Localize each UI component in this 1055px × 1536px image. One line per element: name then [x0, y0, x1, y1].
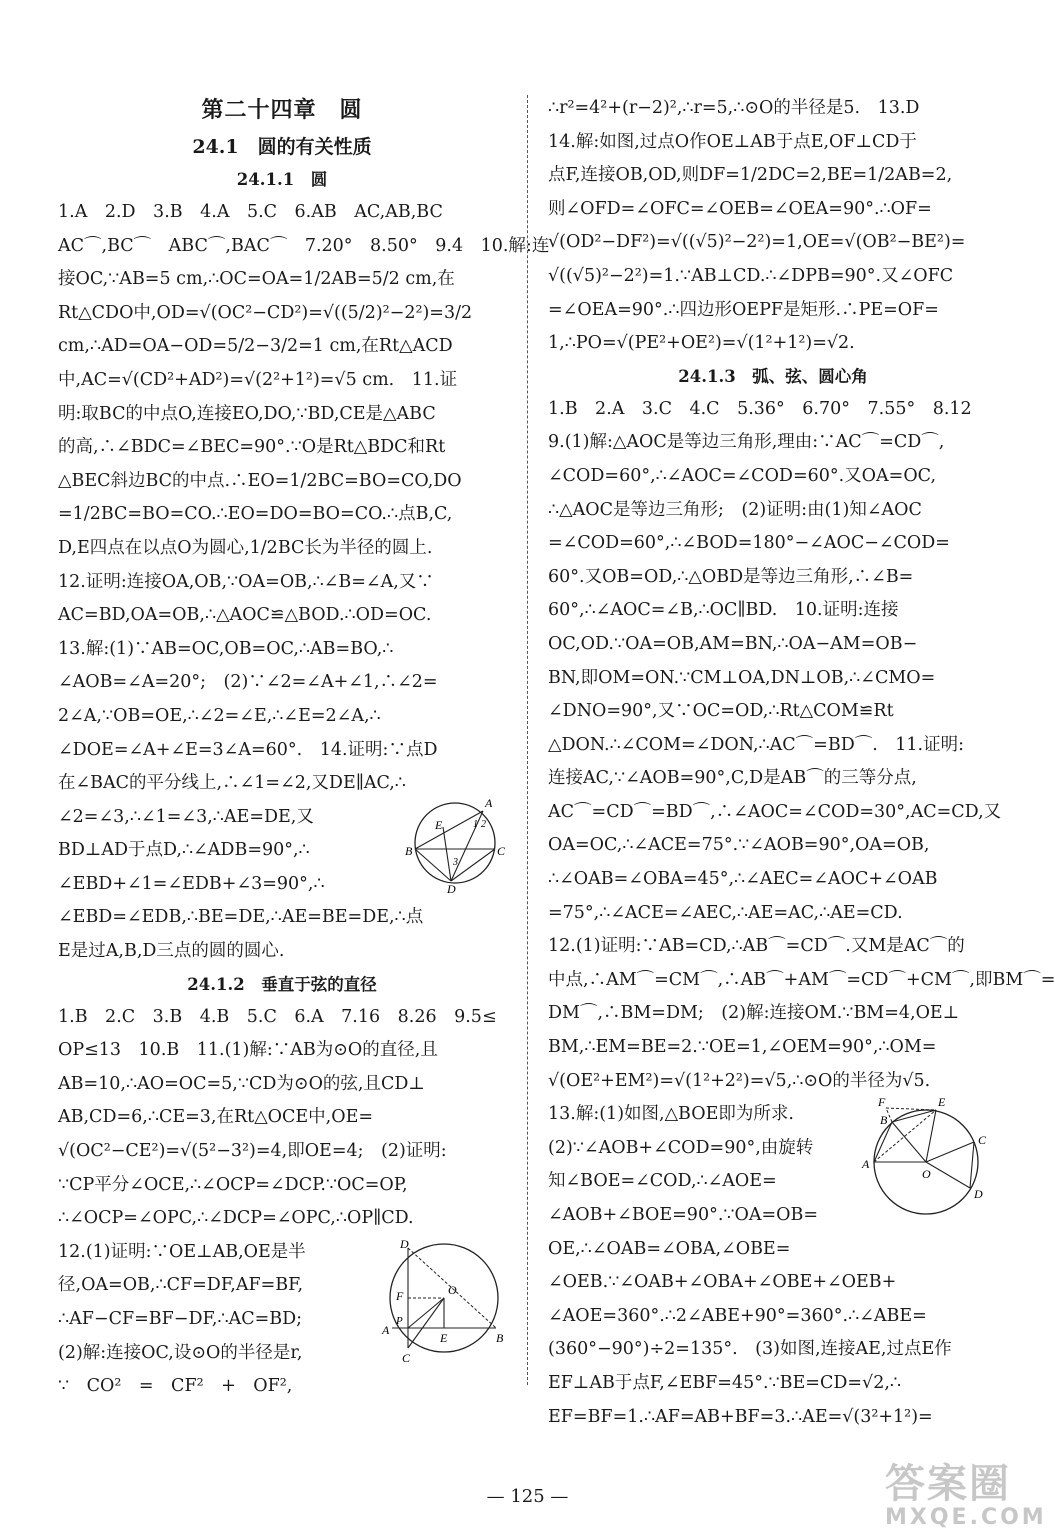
- text-line: 60°,∴∠AOC=∠B,∴OC∥BD. 10.证明:连接: [548, 600, 899, 621]
- text-line: 径,OA=OB,∴CF=DF,AF=BF,: [58, 1275, 304, 1296]
- text-line: ∠DNO=90°,又∵OC=OD,∴Rt△COM≌Rt: [548, 701, 894, 722]
- text-line: =∠COD=60°,∴∠BOD=180°−∠AOC−∠COD=: [548, 533, 950, 554]
- figure-label: B: [496, 1330, 504, 1345]
- text-line: √(OC²−CE²)=√(5²−3²)=4,即OE=4; (2)证明:: [58, 1141, 447, 1162]
- text-line: cm,∴AD=OA−OD=5/2−3/2=1 cm,在Rt△ACD: [58, 336, 453, 357]
- text-line: AC⌒,BC⌒ ABC⌒,BAC⌒ 7.20° 8.50° 9.4 10.解:连: [58, 235, 550, 256]
- figure-label: D: [974, 1187, 983, 1202]
- text-line: 14.解:如图,过点O作OE⊥AB于点E,OF⊥CD于: [548, 131, 917, 152]
- text-line: ∠AOE=360°.∴2∠ABE+90°=360°.∴∠ABE=: [548, 1305, 927, 1326]
- text-line: 知∠BOE=∠COD,∴∠AOE=: [548, 1171, 777, 1192]
- watermark-url: MXQE.COM: [885, 1505, 1047, 1530]
- figure-label: A: [485, 795, 493, 810]
- text-line: AB=10,∴AO=OC=5,∵CD为⊙O的弦,且CD⊥: [58, 1073, 425, 1094]
- watermark-logo-text: 答案圈: [885, 1461, 1011, 1507]
- answers-24-1-1: [58, 196, 550, 801]
- chapter-title: 第二十四章 圆: [201, 97, 363, 123]
- text-line: 中,AC=√(CD²+AD²)=√(2²+1²)=√5 cm. 11.证: [58, 369, 458, 390]
- text-line: 12.证明:连接OA,OB,∵OA=OB,∴∠B=∠A,又∵: [58, 571, 434, 592]
- geometry-figure-q12: [380, 1238, 506, 1364]
- text-line: =1/2BC=BO=CO.∴EO=DO=BO=CO.∴点B,C,: [58, 504, 453, 525]
- figure-label: E: [440, 1330, 448, 1345]
- text-line: 接OC,∵AB=5 cm,∴OC=OA=1/2AB=5/2 cm,在: [58, 269, 455, 290]
- text-line: ∠EBD+∠1=∠EDB+∠3=90°,∴: [58, 873, 325, 894]
- text-line: (360°−90°)÷2=135°. (3)如图,连接AE,过点E作: [548, 1339, 952, 1360]
- text-line: EF=BF=1.∴AF=AB+BF=3.∴AE=√(3²+1²)=: [548, 1406, 933, 1427]
- text-line: AB,CD=6,∴CE=3,在Rt△OCE中,OE=: [58, 1107, 374, 1128]
- figure-label: B: [880, 1113, 888, 1128]
- text-line: ∠COD=60°,∴∠AOC=∠COD=60°.又OA=OC,: [548, 465, 937, 486]
- text-line: 1.B 2.C 3.B 4.B 5.C 6.A 7.16 8.26 9.5≤: [58, 1006, 497, 1027]
- text-line: ∴∠OCP=∠OPC,∴∠DCP=∠OPC,∴OP∥CD.: [58, 1208, 414, 1229]
- text-line: 1.A 2.D 3.B 4.A 5.C 6.AB AC,AB,BC: [58, 202, 443, 222]
- text-line: OP≤13 10.B 11.(1)解:∵AB为⊙O的直径,且: [58, 1040, 438, 1061]
- text-line: 点F,连接OB,OD,则DF=1/2DC=2,BE=1/2AB=2,: [548, 165, 953, 186]
- figure-label: P: [396, 1314, 403, 1327]
- text-line: √(OD²−DF²)=√((√5)²−2²)=1,OE=√(OB²−BE²)=: [548, 232, 966, 253]
- text-line: ∴AF−CF=BF−DF,∴AC=BD;: [58, 1309, 303, 1329]
- geometry-figure-q14: [403, 793, 507, 897]
- text-line: 则∠OFD=∠OFC=∠OEB=∠OEA=90°.∴OF=: [548, 198, 932, 219]
- watermark-logo: [885, 1462, 1050, 1532]
- text-line: 1.B 2.A 3.C 4.C 5.36° 6.70° 7.55° 8.12: [548, 398, 972, 419]
- text-line: ∠2=∠3,∴∠1=∠3,∴AE=DE,又: [58, 806, 314, 827]
- text-line: ∠AOB+∠BOE=90°.∵OA=OB=: [548, 1205, 819, 1225]
- text-line: ∠EBD=∠EDB,∴BE=DE,∴AE=BE=DE,∴点: [58, 907, 424, 928]
- text-line: BM,∴EM=BE=2.∵OE=1,∠OEM=90°,∴OM=: [548, 1037, 937, 1058]
- text-line: AC⌒=CD⌒=BD⌒,∴∠AOC=∠COD=30°,AC=CD,又: [548, 801, 1002, 822]
- figure-label: C: [497, 843, 506, 858]
- right-column: [548, 92, 1055, 1434]
- text-line: E是过A,B,D三点的圆的圆心.: [58, 941, 285, 962]
- text-line: (2)解:连接OC,设⊙O的半径是r,: [58, 1342, 303, 1363]
- answers-24-1-2-cont: [548, 92, 998, 361]
- subsection-title-24-1-3: 24.1.3 弧、弦、圆心角: [678, 366, 868, 386]
- text-line: ∴∠OAB=∠OBA=45°,∴∠AEC=∠AOC+∠OAB: [548, 869, 938, 890]
- text-line: 1,∴PO=√(PE²+OE²)=√(1²+1²)=√2.: [548, 333, 855, 354]
- text-line: BD⊥AD于点D,∴∠ADB=90°,∴: [58, 840, 310, 861]
- figure-label: E: [435, 817, 443, 832]
- figure-label: O: [922, 1167, 931, 1182]
- text-line: EF⊥AB于点F,∠EBF=45°.∵BE=CD=√2,∴: [548, 1372, 902, 1393]
- figure-label: D: [447, 881, 456, 896]
- answers-24-1-3-cont: [548, 1266, 998, 1434]
- text-line: 13.解:(1)如图,△BOE即为所求.: [548, 1104, 794, 1125]
- geometry-figure-q13: [856, 1092, 998, 1220]
- figure-label: F: [396, 1288, 404, 1303]
- text-line: ∵CP平分∠OCE,∴∠OCP=∠DCP.∵OC=OP,: [58, 1174, 408, 1195]
- figure-label: C: [402, 1350, 411, 1365]
- text-line: D,E四点在以点O为圆心,1/2BC长为半径的圆上.: [58, 537, 433, 558]
- text-line: =∠OEA=90°.∴四边形OEPF是矩形.∴PE=OF=: [548, 299, 939, 320]
- text-line: =75°,∴∠ACE=∠AEC,∴AE=AC,∴AE=CD.: [548, 902, 903, 923]
- answers-24-1-3: [548, 393, 1055, 1098]
- figure-label: E: [938, 1095, 946, 1110]
- text-line: 9.(1)解:△AOC是等边三角形,理由:∵AC⌒=CD⌒,: [548, 432, 945, 453]
- q12-block: [58, 1236, 506, 1404]
- text-line: (2)∵∠AOB+∠COD=90°,由旋转: [548, 1137, 814, 1158]
- figure-label: A: [862, 1157, 870, 1172]
- figure-label: O: [448, 1282, 457, 1297]
- text-line: ∠OEB.∵∠OAB+∠OBA+∠OBE+∠OEB+: [548, 1272, 897, 1293]
- q13-block: [548, 1095, 998, 1266]
- text-line: 2∠A,∵OB=OE,∴∠2=∠E,∴∠E=2∠A,∴: [58, 705, 381, 726]
- text-line: BN,即OM=ON.∵CM⊥OA,DN⊥OB,∴∠CMO=: [548, 667, 936, 688]
- text-line: √((√5)²−2²)=1.∵AB⊥CD.∴∠DPB=90°.又∠OFC: [548, 265, 954, 286]
- text-line: √(OE²+EM²)=√(1²+2²)=√5,∴⊙O的半径为√5.: [548, 1070, 931, 1091]
- figure-label: C: [978, 1133, 987, 1148]
- left-column: [58, 92, 550, 1404]
- text-line: 连接AC,∵∠AOB=90°,C,D是AB⌒的三等分点,: [548, 768, 917, 789]
- subsection-title-24-1-1: 24.1.1 圆: [236, 170, 328, 189]
- text-line: 13.解:(1)∵AB=OC,OB=OC,∴AB=BO,∴: [58, 638, 394, 659]
- text-line: Rt△CDO中,OD=√(OC²−CD²)=√((5/2)²−2²)=3/2: [58, 302, 473, 323]
- section-title: 24.1 圆的有关性质: [192, 136, 372, 158]
- text-line: 在∠BAC的平分线上,∴∠1=∠2,又DE∥AC,∴: [58, 773, 406, 794]
- figure-label: 2: [481, 818, 486, 830]
- text-line: 12.(1)证明:∵AB=CD,∴AB⌒=CD⌒.又M是AC⌒的: [548, 936, 965, 957]
- text-line: DM⌒,∴BM=DM; (2)解:连接OM.∵BM=4,OE⊥: [548, 1003, 960, 1024]
- text-line: ∵ CO² = CF² + OF²,: [58, 1376, 293, 1397]
- text-line: ∴△AOC是等边三角形; (2)证明:由(1)知∠AOC: [548, 499, 922, 520]
- figure-label: 1: [473, 818, 478, 830]
- figure-label: A: [382, 1322, 390, 1337]
- text-line: OE,∴∠OAB=∠OBA,∠OBE=: [548, 1238, 791, 1259]
- text-line: ∠DOE=∠A+∠E=3∠A=60°. 14.证明:∵点D: [58, 739, 438, 760]
- text-line: AC=BD,OA=OB,∴△AOC≌△BOD.∴OD=OC.: [58, 605, 432, 626]
- text-line: △DON.∴∠COM=∠DON,∴AC⌒=BD⌒. 11.证明:: [548, 734, 965, 755]
- column-divider: [527, 95, 528, 1385]
- text-line: 的高,∴∠BDC=∠BEC=90°.∵O是Rt△BDC和Rt: [58, 437, 446, 458]
- subsection-title-24-1-2: 24.1.2 垂直于弦的直径: [187, 974, 377, 994]
- text-line: △BEC斜边BC的中点.∴EO=1/2BC=BO=CO,DO: [58, 470, 462, 491]
- text-line: 60°.又OB=OD,∴△OBD是等边三角形,∴∠B=: [548, 566, 914, 587]
- page-number: — 125 —: [486, 1486, 569, 1507]
- text-line: ∠AOB=∠A=20°; (2)∵∠2=∠A+∠1,∴∠2=: [58, 672, 438, 693]
- text-line: 12.(1)证明:∵OE⊥AB,OE是半: [58, 1241, 306, 1262]
- answers-24-1-2: [58, 1001, 506, 1236]
- figure-label: B: [405, 843, 413, 858]
- q14-block: [58, 795, 506, 969]
- figure-label: F: [878, 1095, 886, 1110]
- text-line: OA=OC,∴∠ACE=75°.∵∠AOB=90°,OA=OB,: [548, 835, 930, 856]
- text-line: OC,OD.∵OA=OB,AM=BN,∴OA−AM=OB−: [548, 633, 918, 654]
- figure-label: 3: [453, 856, 458, 868]
- text-line: 中点,∴AM⌒=CM⌒,∴AB⌒+AM⌒=CD⌒+CM⌒,即BM⌒=: [548, 969, 1055, 990]
- figure-label: D: [400, 1236, 409, 1251]
- text-line: 明:取BC的中点O,连接EO,DO,∵BD,CE是△ABC: [58, 403, 436, 424]
- text-line: ∴r²=4²+(r−2)²,∴r=5,∴⊙O的半径是5. 13.D: [548, 98, 920, 118]
